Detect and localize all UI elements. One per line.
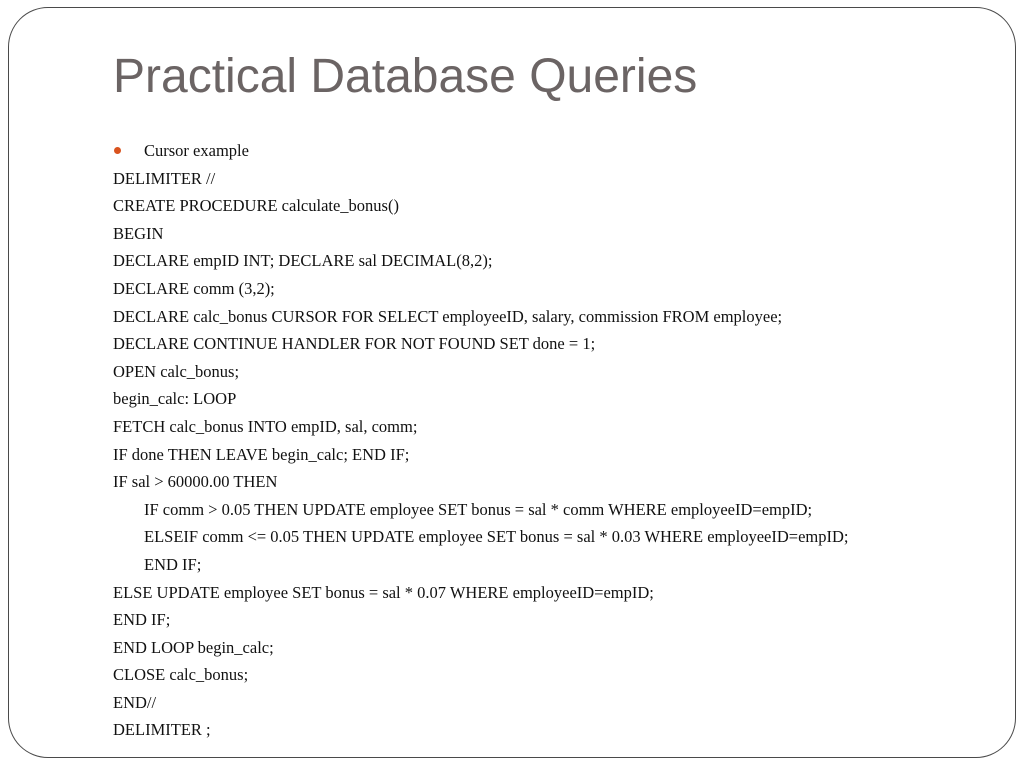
code-line: END IF; — [144, 554, 202, 574]
code-line: IF done THEN LEAVE begin_calc; END IF; — [113, 444, 410, 464]
code-line: END LOOP begin_calc; — [113, 637, 274, 657]
code-line: DECLARE empID INT; DECLARE sal DECIMAL(8,2); — [113, 251, 493, 271]
code-line: IF comm > 0.05 THEN UPDATE employee SET bonus = sal * comm WHERE employeeID=empID; — [144, 499, 813, 519]
code-line: CREATE PROCEDURE calculate_bonus() — [113, 196, 399, 216]
code-line: ELSEIF comm <= 0.05 THEN UPDATE employee SET bonus = sal * 0.03 WHERE employeeID=empID; — [144, 527, 849, 547]
slide-title: Practical Database Queries — [113, 50, 698, 103]
code-line: END IF; — [113, 610, 171, 630]
code-line: OPEN calc_bonus; — [113, 361, 240, 381]
code-line: CLOSE calc_bonus; — [113, 665, 249, 685]
code-line: DECLARE calc_bonus CURSOR FOR SELECT employeeID, salary, commission FROM employee; — [113, 306, 783, 326]
code-line: BEGIN — [113, 223, 164, 243]
bullet-dot-icon — [114, 147, 121, 154]
code-line: ELSE UPDATE employee SET bonus = sal * 0.07 WHERE employeeID=empID; — [113, 582, 654, 602]
bullet-text: Cursor example — [144, 141, 249, 160]
code-line: DECLARE CONTINUE HANDLER FOR NOT FOUND SET done = 1; — [113, 334, 596, 354]
code-line: DECLARE comm (3,2); — [113, 278, 275, 298]
bullet-item — [113, 137, 973, 165]
code-line: END// — [113, 692, 157, 712]
code-line: begin_calc: LOOP — [113, 389, 237, 409]
code-line: FETCH calc_bonus INTO empID, sal, comm; — [113, 416, 418, 436]
code-line: DELIMITER // — [113, 168, 216, 188]
code-line: IF sal > 60000.00 THEN — [113, 472, 278, 492]
code-line: DELIMITER ; — [113, 720, 211, 740]
slide-body — [113, 137, 973, 744]
